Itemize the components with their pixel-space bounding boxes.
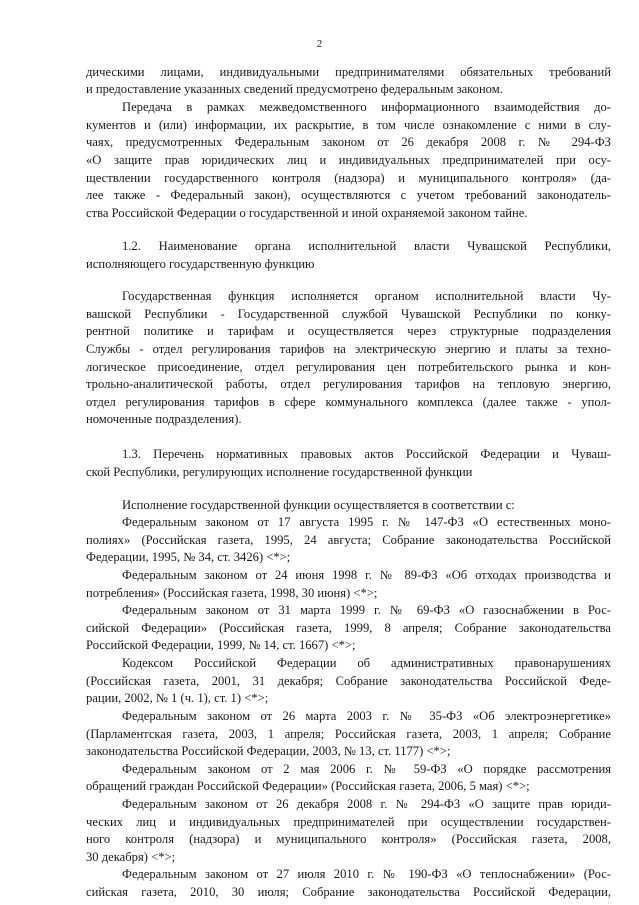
text-line: обращений граждан Российской Федерации» (Российская газета, 2006, 5 мая) <*>;: [86, 779, 530, 793]
text-line: 30 декабря) <*>;: [86, 850, 176, 864]
text-line: ства Российской Федерации о государственной и иной охраняемой законом тайне.: [86, 206, 528, 220]
list-item: Федеральным законом от 17 августа 1995 г. № 147-ФЗ «О естественных моно-: [122, 515, 611, 529]
section-heading: исполняющего государственную функцию: [86, 257, 315, 271]
text-line: (Российская газета, 2001, 31 декабря; Собрание законодательства Российской Феде-: [86, 674, 611, 688]
text-line: рентной политике и тарифам и осуществляется через структурные подразделения: [86, 324, 611, 338]
text-line: лее также - Федеральный закон), осуществляются с учетом требований законодатель-: [86, 188, 611, 202]
text-line: законодательства Российской Федерации, 2003, № 13, ст. 1177) <*>;: [86, 744, 451, 758]
text-line: Федерации, 1995, № 34, ст. 3426) <*>;: [86, 550, 291, 564]
text-line: (Парламентская газета, 2003, 1 апреля; Российская газета, 2003, 1 апреля; Собрание: [86, 727, 611, 741]
text-line: Государственная функция исполняется органом исполнительной власти Чу-: [122, 289, 611, 303]
list-item: Федеральным законом от 26 декабря 2008 г. № 294-ФЗ «О защите прав юриди-: [122, 797, 611, 811]
text-line: ческих лиц и индивидуальных предпринимателей при осуществлении государствен-: [86, 815, 611, 829]
text-line: и предоставление указанных сведений предусмотрено федеральным законом.: [86, 82, 503, 96]
text-line: ществлении государственного контроля (надзора) и муниципального контроля» (да-: [86, 171, 611, 185]
section-heading: 1.2. Наименование органа исполнительной власти Чувашской Республики,: [122, 239, 611, 253]
list-item: Кодексом Российской Федерации об административных правонарушениях: [122, 656, 611, 670]
list-item: Федеральным законом от 31 марта 1999 г. № 69-ФЗ «О газоснабжении в Рос-: [122, 603, 611, 617]
section-heading: 1.3. Перечень нормативных правовых актов Российской Федерации и Чуваш-: [122, 447, 611, 461]
text-line: Передача в рамках межведомственного информационного взаимодействия до-: [122, 100, 611, 114]
text-line: номоченные подразделения).: [86, 412, 242, 426]
text-line: кументов и (или) информации, их раскрытие, в том числе ознакомление с ними в слу-: [86, 118, 611, 132]
text-line: сийская газета, 2010, 30 июля; Собрание законодательства Российской Федерации,: [86, 885, 611, 899]
text-line: дическими лицами, индивидуальными предпринимателями обязательных требований: [86, 65, 611, 79]
list-item: Федеральным законом от 26 марта 2003 г. № 35-ФЗ «Об электроэнергетике»: [122, 709, 611, 723]
text-line: «О защите прав юридических лиц и индивидуальных предпринимателей при осу-: [86, 153, 611, 167]
text-line: полиях» (Российская газета, 1995, 24 августа; Собрание законодательства Российской: [86, 533, 611, 547]
text-line: ного контроля (надзора) и муниципального контроля» (Российская газета, 2008,: [86, 832, 611, 846]
text-line: потребления» (Российская газета, 1998, 30 июня) <*>;: [86, 586, 378, 600]
text-line: трольно-аналитической работы, отдел регулирования тарифов на тепловую энергию,: [86, 377, 611, 391]
text-line: сийской Федерации» (Российская газета, 1999, 8 апреля; Собрание законодательства: [86, 621, 611, 635]
list-item: Федеральным законом от 2 мая 2006 г. № 59-ФЗ «О порядке рассмотрения: [122, 762, 611, 776]
text-line: Исполнение государственной функции осуществляется в соответствии с:: [122, 498, 515, 512]
page-number: 2: [316, 38, 323, 50]
text-line: рации, 2002, № 1 (ч. 1), ст. 1) <*>;: [86, 691, 269, 705]
section-heading: ской Республики, регулирующих исполнение государственной функции: [86, 465, 473, 479]
text-line: отдел регулирования тарифов в сфере коммунального комплекса (далее также - упол-: [86, 395, 611, 409]
text-line: Службы - отдел регулирования тарифов на электрическую энергию и платы за техно-: [86, 342, 611, 356]
text-line: Российской Федерации, 1999, № 14, ст. 1667) <*>;: [86, 638, 356, 652]
text-line: чаях, предусмотренных Федеральным законом от 26 декабря 2008 г. № 294-ФЗ: [86, 135, 611, 149]
text-line: логическое присоединение, отдел регулирования цен потребительского рынка и кон-: [86, 360, 611, 374]
list-item: Федеральным законом от 27 июля 2010 г. № 190-ФЗ «О теплоснабжении» (Рос-: [122, 867, 611, 881]
text-line: вашской Республики - Государственной службой Чувашской Республики по конку-: [86, 307, 611, 321]
list-item: Федеральным законом от 24 июня 1998 г. № 89-ФЗ «Об отходах производства и: [122, 568, 611, 582]
